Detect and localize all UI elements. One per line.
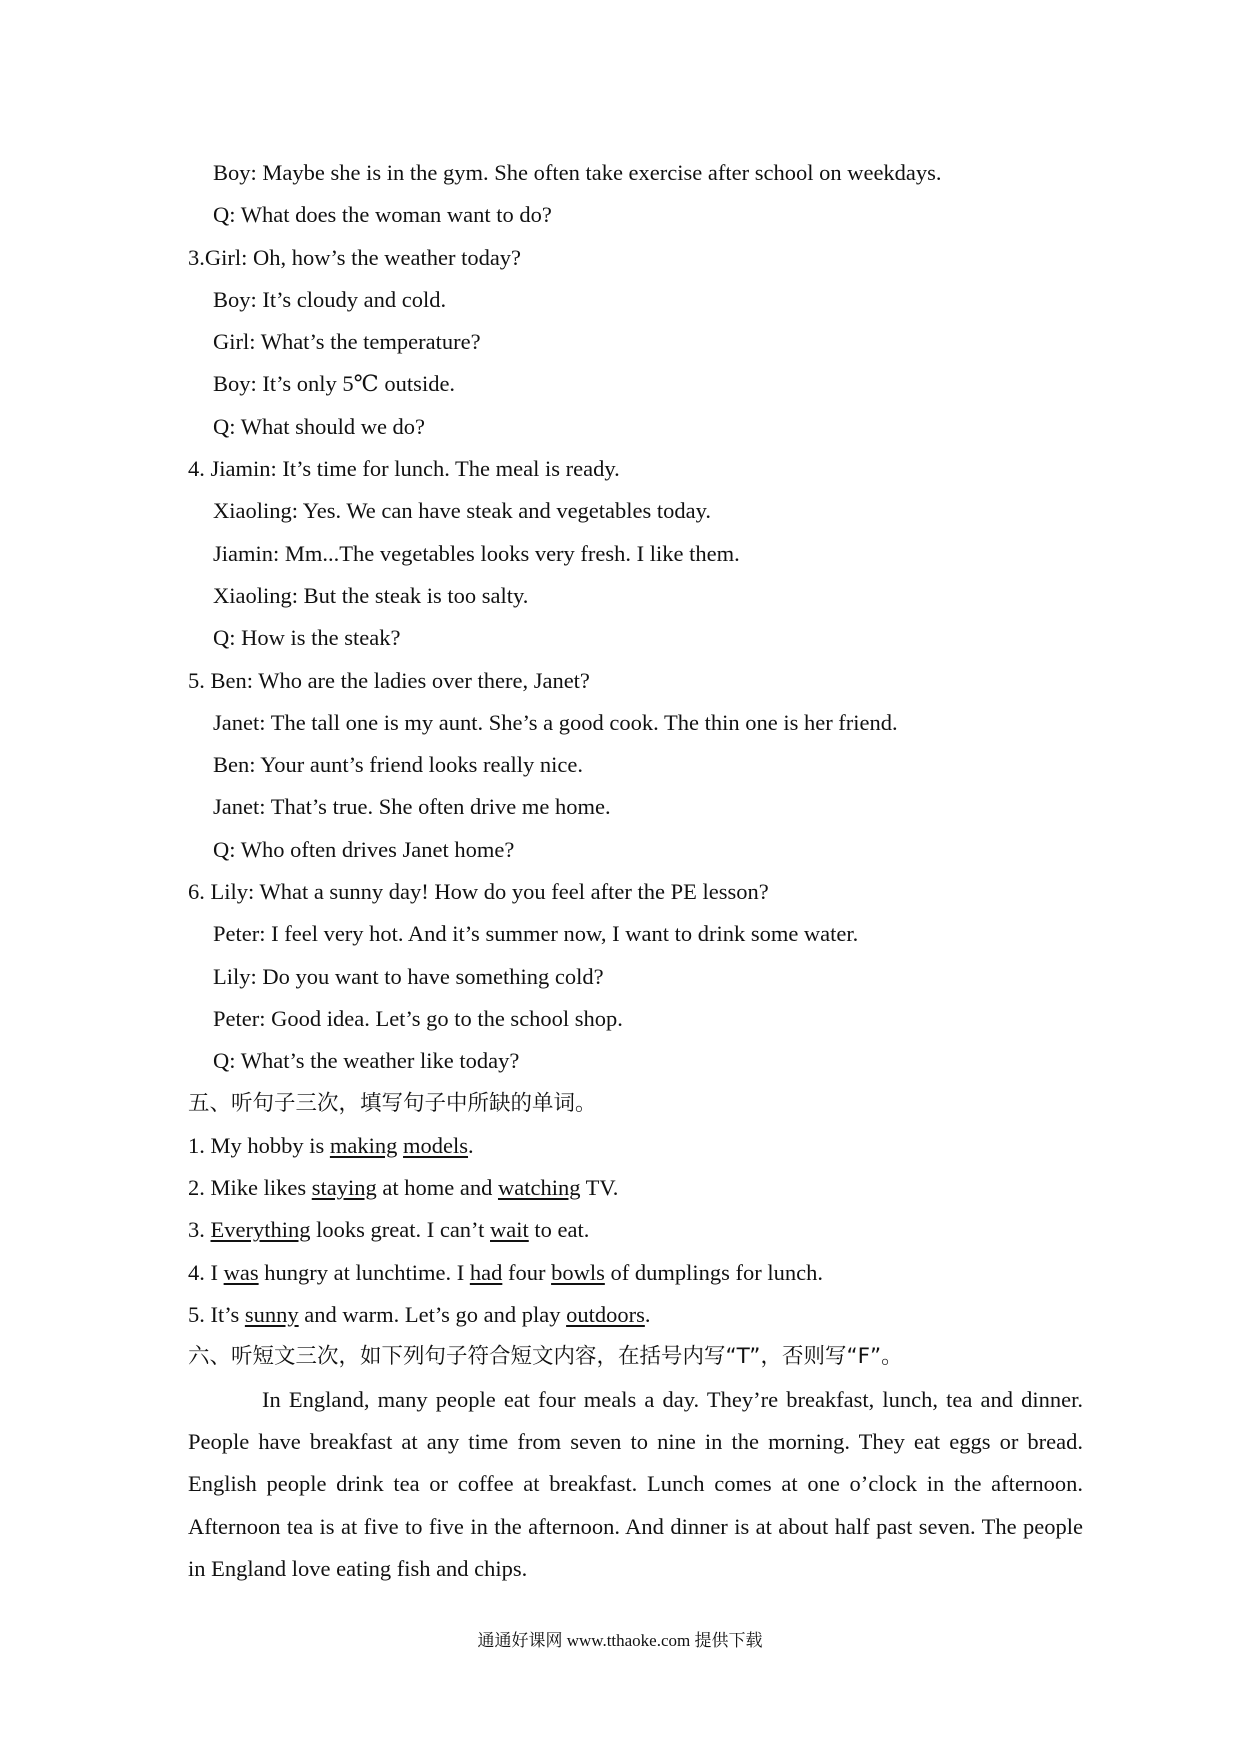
dialogue-line: 3.Girl: Oh, how’s the weather today?: [188, 244, 522, 270]
dialogue-line: Xiaoling: But the steak is too salty.: [213, 582, 529, 608]
dialogue-line: Q: What’s the weather like today?: [213, 1048, 520, 1074]
dialogue-line: Boy: It’s only 5℃ outside.: [213, 371, 456, 397]
sentence-text: to eat.: [528, 1217, 590, 1243]
document-body: [188, 152, 1083, 1590]
answer-word: bowls: [551, 1259, 605, 1285]
sentence-text: .: [644, 1302, 651, 1328]
dialogue-line: Jiamin: Mm...The vegetables looks very fresh. I like them.: [213, 540, 740, 566]
sentence-text: 3.: [188, 1217, 211, 1243]
sentence-text: 4. I: [188, 1259, 224, 1285]
listening-dialogues: [188, 152, 1083, 1083]
sentence-text: four: [502, 1259, 552, 1285]
dialogue-line: Lily: Do you want to have something cold?: [213, 963, 604, 989]
dialogue-line: Ben: Your aunt’s friend looks really nice.: [213, 752, 583, 778]
fill-in-sentence: [188, 1167, 1083, 1209]
answer-word: outdoors: [566, 1302, 645, 1328]
sentence-text: 1. My hobby is: [188, 1132, 330, 1158]
sentence-text: and warm. Let’s go and play: [298, 1302, 567, 1328]
answer-word: sunny: [244, 1302, 299, 1328]
dialogue-line: Q: How is the steak?: [213, 625, 401, 651]
dialogue-line: Girl: What’s the temperature?: [213, 329, 481, 355]
answer-word: making: [329, 1132, 398, 1158]
answer-word: wait: [490, 1217, 529, 1243]
dialogue-line: Q: What should we do?: [213, 413, 426, 439]
dialogue-line: Q: Who often drives Janet home?: [213, 836, 515, 862]
answer-word: was: [223, 1259, 259, 1285]
dialogue-line: Xiaoling: Yes. We can have steak and vegetables today.: [213, 498, 712, 524]
sentence-text: TV.: [580, 1175, 619, 1201]
section-five-items: [188, 1125, 1083, 1336]
sentence-text: hungry at lunchtime. I: [258, 1259, 470, 1285]
sentence-text: looks great. I can’t: [310, 1217, 491, 1243]
sentence-text: of dumplings for lunch.: [604, 1259, 823, 1285]
sentence-text: .: [468, 1132, 474, 1158]
dialogue-line: Janet: The tall one is my aunt. She’s a good cook. The thin one is her friend.: [213, 709, 898, 735]
answer-word: watching: [497, 1175, 581, 1201]
sentence-text: 2. Mike likes: [188, 1175, 312, 1201]
sentence-text: at home and: [376, 1175, 498, 1201]
answer-word: had: [469, 1259, 503, 1285]
dialogue-line: 4. Jiamin: It’s time for lunch. The meal is ready.: [188, 456, 620, 482]
answer-word: models: [403, 1132, 469, 1158]
dialogue-line: 6. Lily: What a sunny day! How do you feel after the PE lesson?: [188, 879, 769, 905]
dialogue-line: Q: What does the woman want to do?: [213, 202, 552, 228]
page-footer: 通通好课网 www.tthaoke.com 提供下载: [477, 1631, 763, 1650]
dialogue-line: Janet: That’s true. She often drive me home.: [213, 794, 611, 820]
dialogue-line: Boy: Maybe she is in the gym. She often take exercise after school on weekdays.: [213, 160, 942, 185]
section-five-heading: 五、听句子三次，填写句子中所缺的单词。: [188, 1090, 597, 1116]
answer-word: staying: [311, 1175, 377, 1201]
dialogue-line: 5. Ben: Who are the ladies over there, Janet?: [188, 667, 590, 693]
sentence-text: 5. It’s: [188, 1302, 245, 1328]
fill-in-sentence: [188, 1294, 1083, 1336]
fill-in-sentence: [188, 1209, 1083, 1251]
fill-in-sentence: [188, 1125, 1083, 1167]
section-six-heading: 六、听短文三次，如下列句子符合短文内容，在括号内写“T”，否则写“F”。: [188, 1344, 903, 1370]
fill-in-sentence: [188, 1252, 1083, 1294]
answer-word: Everything: [210, 1217, 311, 1243]
dialogue-line: Peter: Good idea. Let’s go to the school shop.: [213, 1005, 623, 1031]
section-six-passage: In England, many people eat four meals a day. They’re breakfast, lunch, tea and dinner. People have breakfast at any time from seven to nine in the morning. They eat eggs or bread. English people drink tea or coffee at breakfast. Lunch comes at one o’clock in the afternoon. Afternoon tea is at five to five in the afternoon. And dinner is at about half past seven. The people in England love eating fish and chips.: [188, 1386, 1083, 1581]
dialogue-line: Peter: I feel very hot. And it’s summer now, I want to drink some water.: [213, 921, 859, 947]
dialogue-line: Boy: It’s cloudy and cold.: [213, 286, 447, 312]
